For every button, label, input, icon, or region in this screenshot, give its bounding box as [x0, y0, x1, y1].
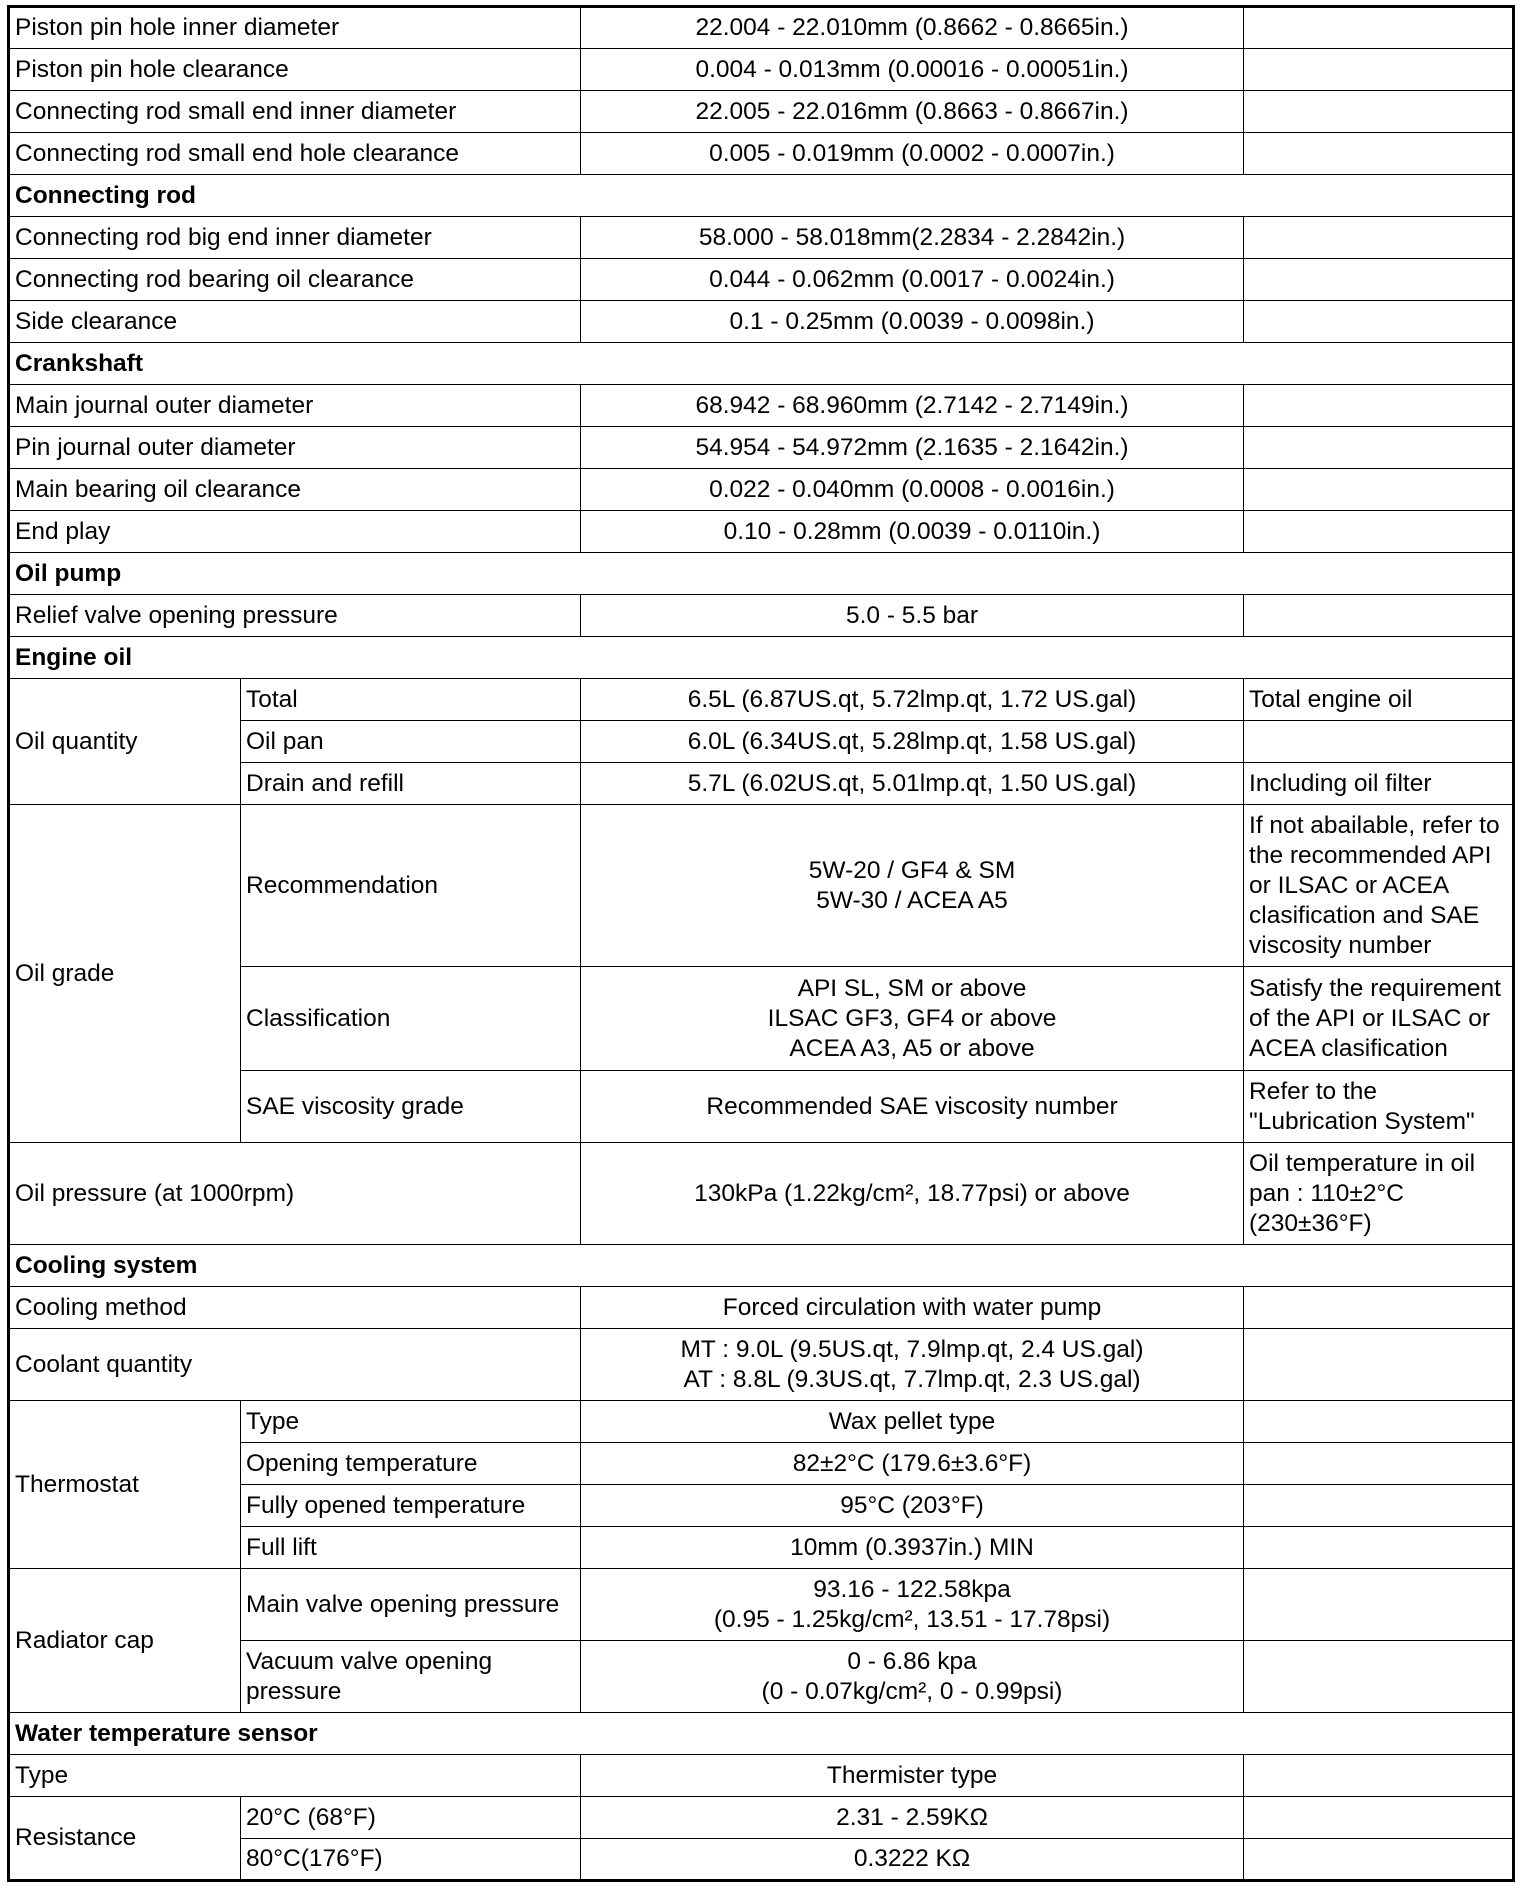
spec-note	[1244, 217, 1514, 259]
spec-value: 5.7L (6.02US.qt, 5.01lmp.qt, 1.50 US.gal)	[581, 763, 1244, 805]
spec-value: 0.022 - 0.040mm (0.0008 - 0.0016in.)	[581, 469, 1244, 511]
section-row	[9, 175, 1514, 217]
group-label: Oil quantity	[9, 679, 241, 805]
spec-note	[1244, 469, 1514, 511]
spec-label: Pin journal outer diameter	[9, 427, 581, 469]
table-row	[9, 1755, 1514, 1797]
spec-note	[1244, 301, 1514, 343]
sub-label: Main valve opening pressure	[241, 1569, 581, 1641]
spec-note: Total engine oil	[1244, 679, 1514, 721]
table-row	[9, 7, 1514, 49]
table-row	[9, 511, 1514, 553]
spec-value: 22.004 - 22.010mm (0.8662 - 0.8665in.)	[581, 7, 1244, 49]
table-row	[9, 1287, 1514, 1329]
spec-note	[1244, 91, 1514, 133]
table-row	[9, 595, 1514, 637]
spec-value: 0.004 - 0.013mm (0.00016 - 0.00051in.)	[581, 49, 1244, 91]
spec-note	[1244, 385, 1514, 427]
spec-label: Connecting rod small end hole clearance	[9, 133, 581, 175]
sub-label: Oil pan	[241, 721, 581, 763]
table-row	[9, 805, 1514, 967]
group-label: Radiator cap	[9, 1569, 241, 1713]
table-row	[9, 679, 1514, 721]
sub-label: 80°C(176°F)	[241, 1839, 581, 1881]
spec-label: Oil pressure (at 1000rpm)	[9, 1143, 581, 1245]
spec-value: 130kPa (1.22kg/cm², 18.77psi) or above	[581, 1143, 1244, 1245]
spec-note	[1244, 1485, 1514, 1527]
spec-value: MT : 9.0L (9.5US.qt, 7.9lmp.qt, 2.4 US.gal) AT : 8.8L (9.3US.qt, 7.7lmp.qt, 2.3 US.gal)	[581, 1329, 1244, 1401]
table-row	[9, 91, 1514, 133]
table-row	[9, 1143, 1514, 1245]
section-heading: Water temperature sensor	[9, 1713, 1514, 1755]
table-row	[9, 133, 1514, 175]
group-label: Oil grade	[9, 805, 241, 1143]
spec-value: 0 - 6.86 kpa (0 - 0.07kg/cm², 0 - 0.99psi)	[581, 1641, 1244, 1713]
spec-note	[1244, 49, 1514, 91]
spec-note: Oil temperature in oil pan : 110±2°C (230±36°F)	[1244, 1143, 1514, 1245]
sub-label: Fully opened temperature	[241, 1485, 581, 1527]
spec-note: Refer to the "Lubrication System"	[1244, 1071, 1514, 1143]
spec-value: Thermister type	[581, 1755, 1244, 1797]
spec-value: 58.000 - 58.018mm(2.2834 - 2.2842in.)	[581, 217, 1244, 259]
spec-value: 95°C (203°F)	[581, 1485, 1244, 1527]
sub-label: Vacuum valve opening pressure	[241, 1641, 581, 1713]
spec-note	[1244, 595, 1514, 637]
spec-label: Main bearing oil clearance	[9, 469, 581, 511]
spec-value: Forced circulation with water pump	[581, 1287, 1244, 1329]
spec-note	[1244, 1329, 1514, 1401]
table-row	[9, 1329, 1514, 1401]
spec-table	[7, 5, 1515, 1882]
section-heading: Engine oil	[9, 637, 1514, 679]
section-row	[9, 1245, 1514, 1287]
spec-value: 22.005 - 22.016mm (0.8663 - 0.8667in.)	[581, 91, 1244, 133]
spec-value: Wax pellet type	[581, 1401, 1244, 1443]
spec-value: 10mm (0.3937in.) MIN	[581, 1527, 1244, 1569]
spec-value: API SL, SM or above ILSAC GF3, GF4 or above ACEA A3, A5 or above	[581, 967, 1244, 1071]
table-row	[9, 1797, 1514, 1839]
table-row	[9, 385, 1514, 427]
table-row	[9, 217, 1514, 259]
sub-label: Full lift	[241, 1527, 581, 1569]
sub-label: Classification	[241, 967, 581, 1071]
spec-label: Main journal outer diameter	[9, 385, 581, 427]
spec-note	[1244, 133, 1514, 175]
section-row	[9, 553, 1514, 595]
spec-value: 2.31 - 2.59KΩ	[581, 1797, 1244, 1839]
spec-label: Type	[9, 1755, 581, 1797]
spec-value: 5W-20 / GF4 & SM 5W-30 / ACEA A5	[581, 805, 1244, 967]
spec-value: 93.16 - 122.58kpa (0.95 - 1.25kg/cm², 13.51 - 17.78psi)	[581, 1569, 1244, 1641]
table-row	[9, 427, 1514, 469]
spec-label: Relief valve opening pressure	[9, 595, 581, 637]
spec-note	[1244, 1527, 1514, 1569]
spec-label: Connecting rod small end inner diameter	[9, 91, 581, 133]
sub-label: 20°C (68°F)	[241, 1797, 581, 1839]
sub-label: Drain and refill	[241, 763, 581, 805]
sub-label: Total	[241, 679, 581, 721]
spec-value: 54.954 - 54.972mm (2.1635 - 2.1642in.)	[581, 427, 1244, 469]
spec-value: Recommended SAE viscosity number	[581, 1071, 1244, 1143]
spec-label: Piston pin hole inner diameter	[9, 7, 581, 49]
spec-value: 0.3222 KΩ	[581, 1839, 1244, 1881]
sub-label: SAE viscosity grade	[241, 1071, 581, 1143]
spec-value: 0.044 - 0.062mm (0.0017 - 0.0024in.)	[581, 259, 1244, 301]
section-heading: Oil pump	[9, 553, 1514, 595]
spec-value: 0.005 - 0.019mm (0.0002 - 0.0007in.)	[581, 133, 1244, 175]
section-heading: Cooling system	[9, 1245, 1514, 1287]
section-row	[9, 637, 1514, 679]
spec-note	[1244, 1569, 1514, 1641]
spec-value: 0.1 - 0.25mm (0.0039 - 0.0098in.)	[581, 301, 1244, 343]
table-row	[9, 469, 1514, 511]
spec-value: 68.942 - 68.960mm (2.7142 - 2.7149in.)	[581, 385, 1244, 427]
spec-note	[1244, 1755, 1514, 1797]
spec-note	[1244, 511, 1514, 553]
section-row	[9, 343, 1514, 385]
spec-label: Cooling method	[9, 1287, 581, 1329]
spec-note: Satisfy the requirement of the API or ILSAC or ACEA clasification	[1244, 967, 1514, 1071]
spec-note	[1244, 259, 1514, 301]
spec-note	[1244, 1797, 1514, 1839]
spec-value: 0.10 - 0.28mm (0.0039 - 0.0110in.)	[581, 511, 1244, 553]
table-row	[9, 1401, 1514, 1443]
sub-label: Recommendation	[241, 805, 581, 967]
spec-note: If not abailable, refer to the recommended API or ILSAC or ACEA clasification and SAE viscosity number	[1244, 805, 1514, 967]
section-heading: Crankshaft	[9, 343, 1514, 385]
spec-note	[1244, 1287, 1514, 1329]
spec-note	[1244, 1401, 1514, 1443]
section-heading: Connecting rod	[9, 175, 1514, 217]
spec-label: Connecting rod bearing oil clearance	[9, 259, 581, 301]
group-label: Resistance	[9, 1797, 241, 1881]
spec-label: End play	[9, 511, 581, 553]
spec-note	[1244, 1839, 1514, 1881]
spec-note	[1244, 427, 1514, 469]
spec-note	[1244, 721, 1514, 763]
spec-value: 5.0 - 5.5 bar	[581, 595, 1244, 637]
spec-label: Connecting rod big end inner diameter	[9, 217, 581, 259]
spec-note	[1244, 7, 1514, 49]
spec-value: 6.5L (6.87US.qt, 5.72lmp.qt, 1.72 US.gal)	[581, 679, 1244, 721]
sub-label: Type	[241, 1401, 581, 1443]
table-row	[9, 301, 1514, 343]
spec-label: Piston pin hole clearance	[9, 49, 581, 91]
spec-note	[1244, 1641, 1514, 1713]
spec-label: Coolant quantity	[9, 1329, 581, 1401]
group-label: Thermostat	[9, 1401, 241, 1569]
spec-value: 82±2°C (179.6±3.6°F)	[581, 1443, 1244, 1485]
sub-label: Opening temperature	[241, 1443, 581, 1485]
table-row	[9, 49, 1514, 91]
spec-note	[1244, 1443, 1514, 1485]
table-row	[9, 1569, 1514, 1641]
table-row	[9, 259, 1514, 301]
spec-label: Side clearance	[9, 301, 581, 343]
spec-note: Including oil filter	[1244, 763, 1514, 805]
spec-value: 6.0L (6.34US.qt, 5.28lmp.qt, 1.58 US.gal)	[581, 721, 1244, 763]
section-row	[9, 1713, 1514, 1755]
